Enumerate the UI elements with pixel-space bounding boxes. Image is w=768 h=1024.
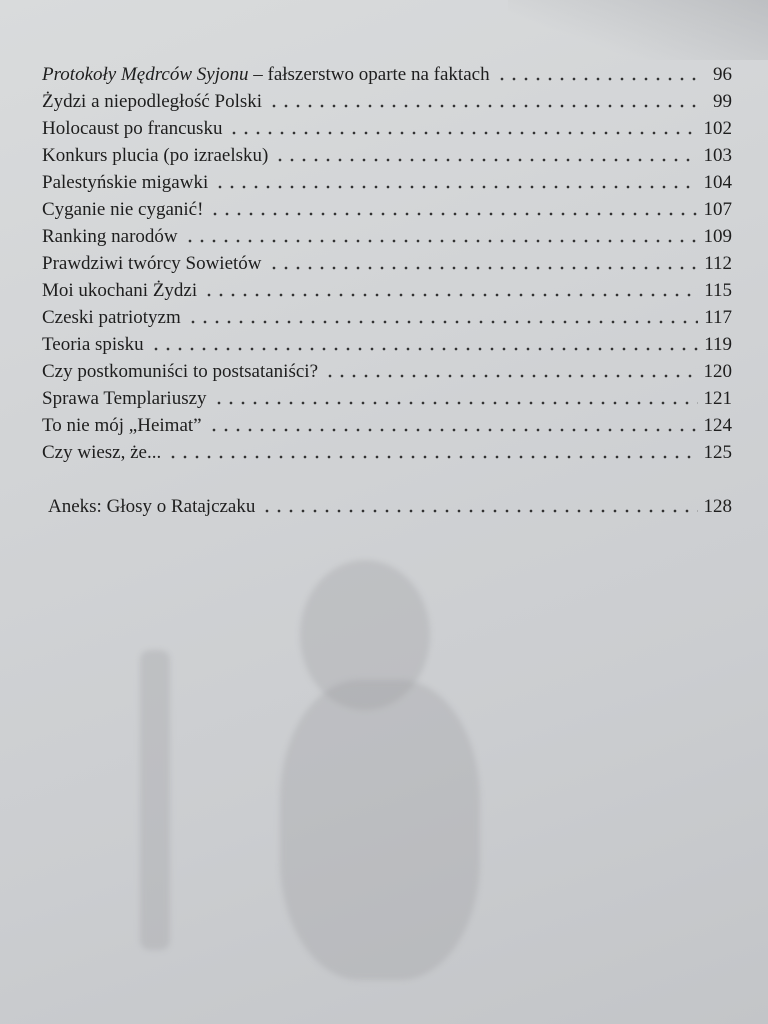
toc-annex-entry bbox=[48, 492, 732, 518]
toc-entry bbox=[42, 87, 732, 113]
toc-entry-title: Czy wiesz, że... bbox=[42, 442, 162, 463]
toc-entry-title bbox=[42, 64, 496, 86]
dot-leader bbox=[150, 347, 698, 351]
toc-entry-title: Czeski patriotyzm bbox=[42, 307, 181, 328]
toc-entry-title: Sprawa Templariuszy bbox=[42, 388, 207, 409]
toc-entry bbox=[42, 195, 732, 221]
dot-leader bbox=[203, 293, 698, 297]
toc-entry-page: 115 bbox=[704, 280, 732, 301]
toc-entry-page: 109 bbox=[703, 226, 732, 247]
toc-entry-title-rest: – fałszerstwo oparte na faktach bbox=[248, 64, 490, 85]
toc-entry bbox=[42, 114, 732, 140]
toc-entry bbox=[42, 249, 732, 275]
toc-entry bbox=[42, 60, 732, 86]
dot-leader bbox=[187, 320, 698, 324]
dot-leader bbox=[228, 131, 697, 135]
toc-entry bbox=[42, 438, 732, 464]
toc-entry-title: Ranking narodów bbox=[42, 226, 178, 247]
dot-leader bbox=[268, 266, 698, 270]
dot-leader bbox=[167, 455, 697, 459]
bleed-through-candle bbox=[140, 650, 170, 950]
toc-entry bbox=[42, 222, 732, 248]
toc-entry-title: Moi ukochani Żydzi bbox=[42, 280, 198, 301]
dot-leader bbox=[324, 374, 697, 378]
dot-leader bbox=[209, 212, 697, 216]
dot-leader bbox=[184, 239, 698, 243]
toc-entry-page: 96 bbox=[713, 64, 732, 85]
toc-entry bbox=[42, 168, 732, 194]
toc-entry bbox=[42, 141, 732, 167]
toc-entry-title: Konkurs plucia (po izraelsku) bbox=[42, 145, 269, 166]
dot-leader bbox=[213, 401, 698, 405]
toc-entry-page: 119 bbox=[704, 334, 732, 355]
toc-entry-page: 107 bbox=[703, 199, 732, 220]
toc-annex-page: 128 bbox=[703, 496, 732, 517]
toc-entry-page: 117 bbox=[704, 307, 732, 328]
toc-entry bbox=[42, 384, 732, 410]
bleed-through-figure-body bbox=[280, 680, 480, 980]
toc-entry-page: 102 bbox=[703, 118, 732, 139]
toc-entry-page: 125 bbox=[703, 442, 732, 463]
toc-entry-title: Teoria spisku bbox=[42, 334, 144, 355]
toc-entry-title: Cyganie nie cyganić! bbox=[42, 199, 204, 220]
toc-entry-title: Prawdziwi twórcy Sowietów bbox=[42, 253, 262, 274]
toc-entry-title: Holocaust po francusku bbox=[42, 118, 223, 139]
toc-entry-title: Palestyńskie migawki bbox=[42, 172, 209, 193]
toc-entry-page: 103 bbox=[703, 145, 732, 166]
toc-entry-page: 124 bbox=[703, 415, 732, 436]
toc-entry bbox=[42, 357, 732, 383]
toc-entry bbox=[42, 303, 732, 329]
toc-entry bbox=[42, 276, 732, 302]
dot-leader bbox=[214, 185, 697, 189]
toc-entry-page: 120 bbox=[703, 361, 732, 382]
toc-entry-title: Żydzi a niepodległość Polski bbox=[42, 91, 263, 112]
toc-entry-page: 121 bbox=[703, 388, 732, 409]
page-shadow bbox=[508, 0, 768, 60]
toc-entry-page: 99 bbox=[713, 91, 732, 112]
toc-entry-page: 104 bbox=[703, 172, 732, 193]
toc-entry-page: 112 bbox=[704, 253, 732, 274]
toc-entry-title-italic: Protokoły Mędrców Syjonu bbox=[42, 64, 249, 85]
dot-leader bbox=[496, 77, 698, 81]
dot-leader bbox=[261, 509, 697, 513]
dot-leader bbox=[268, 104, 698, 108]
toc-entry bbox=[42, 330, 732, 356]
toc-entry-title: To nie mój „Heimat” bbox=[42, 415, 202, 436]
dot-leader bbox=[274, 158, 697, 162]
toc-annex-title: Aneks: Głosy o Ratajczaku bbox=[48, 496, 256, 517]
toc-entry bbox=[42, 411, 732, 437]
dot-leader bbox=[208, 428, 698, 432]
toc-entry-title: Czy postkomuniści to postsataniści? bbox=[42, 361, 319, 382]
